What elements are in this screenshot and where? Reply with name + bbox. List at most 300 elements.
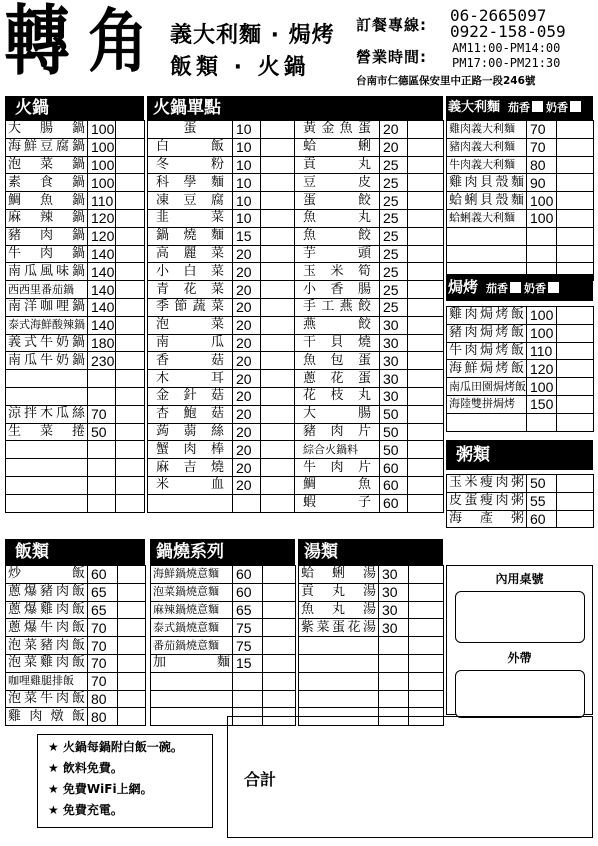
table-number-field[interactable] [455,591,585,643]
menu-item-price [88,494,116,512]
menu-item-quantity-cell [261,405,295,423]
menu-item-quantity-cell [116,227,145,245]
menu-item-quantity-cell [557,510,594,528]
menu-item-name: 豬肉鍋 [6,227,88,245]
menu-item-quantity-cell [261,227,295,245]
menu-item-quantity-cell [263,690,296,708]
menu-item-quantity-cell [261,156,295,174]
menu-row [6,405,145,423]
menu-item-price: 140 [88,298,116,316]
total-label: 合計 [244,770,277,789]
menu-item-name: 雞肉貝殼麵 [447,174,527,192]
menu-item-price: 140 [88,316,116,334]
menu-row [151,690,296,708]
menu-row [447,192,594,210]
menu-item-price: 60 [380,494,408,512]
note-4: ★ 免費充電。 [48,803,123,817]
menu-item-quantity-cell [409,672,444,690]
menu-item-quantity-cell [261,121,295,139]
menu-item-name [447,227,527,245]
gratin-option-2-checkbox [548,282,559,293]
menu-item-name: 魚丸 [295,209,380,227]
soup-table [298,565,444,726]
phone-1: 06-2665097 [450,6,547,25]
menu-item-name [6,370,88,388]
menu-row [148,459,444,477]
menu-item-name [299,654,379,672]
menu-item-quantity-cell [261,263,295,281]
menu-item-name: 牛肉焗烤飯 [447,342,527,360]
note-2: ★ 飲料免費。 [48,761,123,775]
menu-item-price: 20 [233,316,261,334]
menu-item-quantity-cell [409,619,444,637]
menu-item-quantity-cell [116,370,145,388]
menu-item-name: 海鮮鍋燒意麵 [151,566,233,584]
hotpot-table [5,120,145,513]
menu-item-name [6,494,88,512]
pasta-title: 義大利麵 [448,100,501,115]
menu-row [299,672,444,690]
menu-item-price: 10 [233,156,261,174]
menu-item-name: 泰式海鮮酸辣鍋 [6,316,88,334]
menu-item-price: 20 [233,387,261,405]
logo [4,2,164,88]
menu-item-price: 80 [88,690,118,708]
menu-item-name: 泡菜鍋燒意麵 [151,583,233,601]
menu-row [148,138,444,156]
menu-item-quantity-cell [557,475,594,493]
menu-row [447,209,594,227]
menu-item-name: 豬肉焗烤飯 [447,324,527,342]
menu-item-price: 20 [233,476,261,494]
menu-item-name: 蛋餃 [295,192,380,210]
menu-item-name: 涼拌木瓜絲 [6,405,88,423]
menu-item-quantity-cell [118,672,146,690]
menu-item-quantity-cell [118,619,146,637]
congee-table [446,474,594,528]
menu-item-price: 15 [233,227,261,245]
menu-item-quantity-cell [408,156,444,174]
menu-item-name: 雞肉義大利麵 [447,121,527,139]
menu-item-name: 韭菜 [148,209,233,227]
menu-item-price: 10 [233,192,261,210]
takeout-field[interactable] [455,670,585,718]
menu-item-price: 20 [233,441,261,459]
menu-item-name: 蟹肉棒 [148,441,233,459]
menu-item-quantity-cell [116,476,145,494]
menu-item-price [379,690,409,708]
menu-item-name: 海鮮豆腐鍋 [6,138,88,156]
menu-item-name: 鍋燒麵 [148,227,233,245]
menu-item-quantity-cell [261,459,295,477]
menu-item-price: 25 [380,245,408,263]
menu-item-price: 20 [380,138,408,156]
menu-item-name: 科學麵 [148,174,233,192]
menu-row [6,192,145,210]
menu-item-name: 金針菇 [148,387,233,405]
menu-item-price: 30 [379,566,409,584]
menu-item-price [88,370,116,388]
menu-item-name: 南瓜田園焗烤飯 [447,378,527,396]
menu-item-quantity-cell [408,387,444,405]
menu-item-quantity-cell [118,708,146,726]
menu-item-name [6,387,88,405]
menu-item-quantity-cell [557,138,594,156]
menu-row [148,121,444,139]
menu-item-quantity-cell [263,619,296,637]
menu-item-price: 65 [88,583,118,601]
menu-item-price [527,227,557,245]
menu-item-quantity-cell [261,316,295,334]
menu-item-name: 番茄鍋燒意麵 [151,637,233,655]
menu-item-name: 雞肉燉飯 [6,708,88,726]
notes-box [37,734,213,828]
menu-row [447,121,594,139]
menu-row [6,156,145,174]
menu-item-name: 蔥花蛋 [295,370,380,388]
menu-row [299,690,444,708]
menu-item-name: 木耳 [148,370,233,388]
menu-item-price [379,654,409,672]
menu-item-quantity-cell [261,476,295,494]
rice-header [5,539,145,565]
menu-item-name: 西西里番茄鍋 [6,281,88,299]
pot-noodle-table [150,565,296,726]
menu-item-name: 貢丸 [295,156,380,174]
menu-item-price: 25 [380,298,408,316]
pasta-header [446,96,593,120]
menu-row [447,156,594,174]
menu-item-quantity-cell [261,298,295,316]
menu-item-quantity-cell [557,227,594,245]
menu-row [6,334,145,352]
menu-item-name: 豆皮 [295,174,380,192]
order-type-panel [446,565,593,715]
menu-item-price: 20 [233,423,261,441]
menu-item-price: 50 [527,475,557,493]
menu-item-price: 25 [380,192,408,210]
menu-row [6,227,145,245]
menu-item-name: 季節蔬菜 [148,298,233,316]
hotpot-addons-title: 火鍋單點 [153,98,221,118]
menu-item-name: 玉米瘦肉粥 [447,475,527,493]
menu-item-name: 手工燕餃 [295,298,380,316]
menu-item-quantity-cell [408,316,444,334]
menu-row [447,360,594,378]
rice-title: 飯類 [15,542,49,562]
gratin-option-1-checkbox [510,282,521,293]
menu-item-quantity-cell [557,360,594,378]
menu-item-price: 30 [380,370,408,388]
menu-item-price: 70 [88,405,116,423]
menu-item-price: 230 [88,352,116,370]
menu-item-name: 海鮮焗烤飯 [447,360,527,378]
menu-item-price: 110 [527,342,557,360]
menu-item-name: 豬肉義大利麵 [447,138,527,156]
menu-item-name: 凍豆腐 [148,192,233,210]
menu-item-price: 20 [233,405,261,423]
menu-item-quantity-cell [118,601,146,619]
menu-item-price: 30 [380,352,408,370]
menu-row [148,263,444,281]
menu-item-quantity-cell [263,566,296,584]
menu-row [447,307,594,325]
menu-item-name [151,672,233,690]
menu-item-price [88,387,116,405]
menu-row [6,138,145,156]
menu-item-name: 豬肉片 [295,423,380,441]
menu-item-price: 120 [88,227,116,245]
menu-item-name [6,459,88,477]
menu-item-price: 80 [527,156,557,174]
menu-item-name: 蛤蜊 [295,138,380,156]
menu-item-quantity-cell [116,121,145,139]
menu-item-quantity-cell [408,441,444,459]
menu-row [6,387,145,405]
menu-item-quantity-cell [557,245,594,263]
gratin-option-1: 茄香 [486,282,509,295]
menu-item-price [88,441,116,459]
menu-item-price: 90 [527,174,557,192]
menu-item-quantity-cell [261,209,295,227]
menu-item-price: 100 [88,121,116,139]
menu-row [299,637,444,655]
menu-row [151,619,296,637]
menu-item-name: 泡菜雞肉飯 [6,654,88,672]
menu-item-price: 60 [233,583,263,601]
menu-item-quantity-cell [116,334,145,352]
menu-item-price: 10 [233,174,261,192]
menu-item-price: 10 [233,209,261,227]
menu-item-price: 70 [527,138,557,156]
menu-item-name: 黃金魚蛋 [295,121,380,139]
menu-item-quantity-cell [263,601,296,619]
menu-item-price: 100 [88,138,116,156]
menu-item-name: 咖哩雞腿排飯 [6,672,88,690]
menu-item-name [6,476,88,494]
menu-item-name: 蛋 [148,121,233,139]
menu-item-name: 泡菜牛肉飯 [6,690,88,708]
menu-item-quantity-cell [408,298,444,316]
menu-row [6,245,145,263]
menu-row [6,459,145,477]
pasta-option-2: 奶香 [546,101,569,114]
menu-item-price: 65 [233,601,263,619]
menu-row [148,476,444,494]
menu-item-name: 蛤蜊義大利麵 [447,209,527,227]
menu-row [151,566,296,584]
menu-item-price: 100 [88,156,116,174]
menu-row [6,494,145,512]
menu-row [148,441,444,459]
pasta-option-2-checkbox [570,101,581,112]
menu-item-price: 25 [380,156,408,174]
tagline-pasta-gratin: 義大利麵 · 焗烤 [170,23,335,48]
gratin-option-2: 奶香 [524,282,547,295]
menu-item-name: 鯛魚鍋 [6,192,88,210]
menu-row [148,192,444,210]
menu-item-quantity-cell [116,156,145,174]
menu-item-quantity-cell [116,298,145,316]
menu-item-price: 15 [233,654,263,672]
menu-item-quantity-cell [408,174,444,192]
menu-item-name: 玉米筍 [295,263,380,281]
pasta-table [446,120,594,281]
menu-item-quantity-cell [409,637,444,655]
menu-item-quantity-cell [557,342,594,360]
menu-row [6,583,146,601]
menu-item-quantity-cell [408,245,444,263]
menu-item-price [233,494,261,512]
menu-item-name: 南瓜 [148,334,233,352]
menu-item-quantity-cell [261,281,295,299]
menu-item-price: 25 [380,174,408,192]
menu-item-quantity-cell [557,492,594,510]
menu-item-price: 20 [233,459,261,477]
hotpot-addons-header [147,96,443,120]
menu-item-name [447,413,527,431]
menu-item-quantity-cell [116,316,145,334]
menu-item-quantity-cell [118,566,146,584]
menu-item-name [6,441,88,459]
menu-item-price: 75 [233,637,263,655]
menu-item-quantity-cell [263,654,296,672]
menu-item-name: 麻辣鍋 [6,209,88,227]
menu-row [6,441,145,459]
menu-item-price: 140 [88,263,116,281]
menu-item-quantity-cell [118,654,146,672]
menu-item-price: 20 [380,121,408,139]
menu-item-name: 南洋咖哩鍋 [6,298,88,316]
menu-row [6,690,146,708]
tagline-rice-hotpot: 飯類 · 火鍋 [170,55,310,80]
soup-title: 湯類 [304,542,338,562]
menu-item-price: 50 [380,423,408,441]
menu-item-quantity-cell [557,156,594,174]
menu-item-name: 素食鍋 [6,174,88,192]
menu-item-quantity-cell [261,192,295,210]
menu-item-name [447,245,527,263]
menu-item-quantity-cell [408,227,444,245]
menu-row [151,601,296,619]
phone-2: 0922-158-059 [450,22,566,41]
menu-item-price [233,672,263,690]
menu-item-name: 蛤蜊湯 [299,566,379,584]
menu-row [6,619,146,637]
menu-item-name: 花枝丸 [295,387,380,405]
menu-item-price: 100 [527,378,557,396]
menu-item-quantity-cell [261,138,295,156]
menu-item-price: 20 [233,334,261,352]
menu-item-name [299,637,379,655]
menu-item-price: 50 [380,441,408,459]
menu-item-price: 60 [233,566,263,584]
menu-row [299,583,444,601]
menu-row [6,209,145,227]
menu-item-quantity-cell [408,263,444,281]
menu-item-price: 140 [88,245,116,263]
menu-item-name: 牛肉片 [295,459,380,477]
menu-item-price: 70 [88,637,118,655]
menu-row [447,413,594,431]
menu-row [447,378,594,396]
menu-row [6,281,145,299]
menu-row [148,352,444,370]
menu-item-price: 70 [88,619,118,637]
menu-item-name: 加麵 [151,654,233,672]
menu-row [299,619,444,637]
menu-item-price: 100 [527,307,557,325]
menu-row [6,637,146,655]
menu-row [6,121,145,139]
menu-item-name: 皮蛋瘦肉粥 [447,492,527,510]
menu-item-quantity-cell [118,583,146,601]
menu-item-price: 50 [88,423,116,441]
total-box[interactable] [227,716,593,838]
menu-item-price: 140 [88,281,116,299]
menu-item-name: 蔥爆豬肉飯 [6,583,88,601]
menu-item-price [88,459,116,477]
note-3: ★ 免費WiFi上網。 [48,782,153,796]
menu-item-price: 120 [88,209,116,227]
menu-item-quantity-cell [557,209,594,227]
menu-row [447,174,594,192]
menu-item-quantity-cell [408,459,444,477]
menu-item-price [88,476,116,494]
menu-item-name: 麻辣鍋燒意麵 [151,601,233,619]
logo-char-1: 轉 [4,0,70,86]
menu-item-quantity-cell [557,395,594,413]
menu-item-name: 海陸雙拼焗烤 [447,395,527,413]
menu-row [148,405,444,423]
menu-item-quantity-cell [409,690,444,708]
menu-row [447,510,594,528]
menu-item-price: 60 [380,459,408,477]
menu-item-price: 30 [380,316,408,334]
menu-item-price: 20 [233,352,261,370]
menu-item-quantity-cell [116,423,145,441]
menu-item-price: 100 [527,324,557,342]
menu-item-price: 70 [527,121,557,139]
menu-item-quantity-cell [408,405,444,423]
menu-item-price: 30 [380,387,408,405]
menu-item-quantity-cell [116,352,145,370]
menu-item-name: 雞肉焗烤飯 [447,307,527,325]
menu-item-quantity-cell [409,566,444,584]
menu-item-price: 70 [88,654,118,672]
soup-header [298,539,443,565]
menu-item-price: 25 [380,281,408,299]
menu-item-name: 南瓜風味鍋 [6,263,88,281]
menu-item-price: 180 [88,334,116,352]
menu-row [6,476,145,494]
menu-item-price: 100 [88,174,116,192]
menu-row [447,138,594,156]
menu-item-quantity-cell [408,476,444,494]
menu-item-name: 芋頭 [295,245,380,263]
menu-item-name: 魚包蛋 [295,352,380,370]
menu-item-price: 150 [527,395,557,413]
menu-item-name: 杏鮑菇 [148,405,233,423]
menu-item-quantity-cell [116,387,145,405]
menu-item-name: 蒟蒻絲 [148,423,233,441]
congee-title: 粥類 [456,445,490,465]
menu-item-price: 10 [233,121,261,139]
menu-row [6,370,145,388]
gratin-title: 焗烤 [448,278,479,296]
menu-item-name: 大腸 [295,405,380,423]
menu-item-name: 炒飯 [6,566,88,584]
